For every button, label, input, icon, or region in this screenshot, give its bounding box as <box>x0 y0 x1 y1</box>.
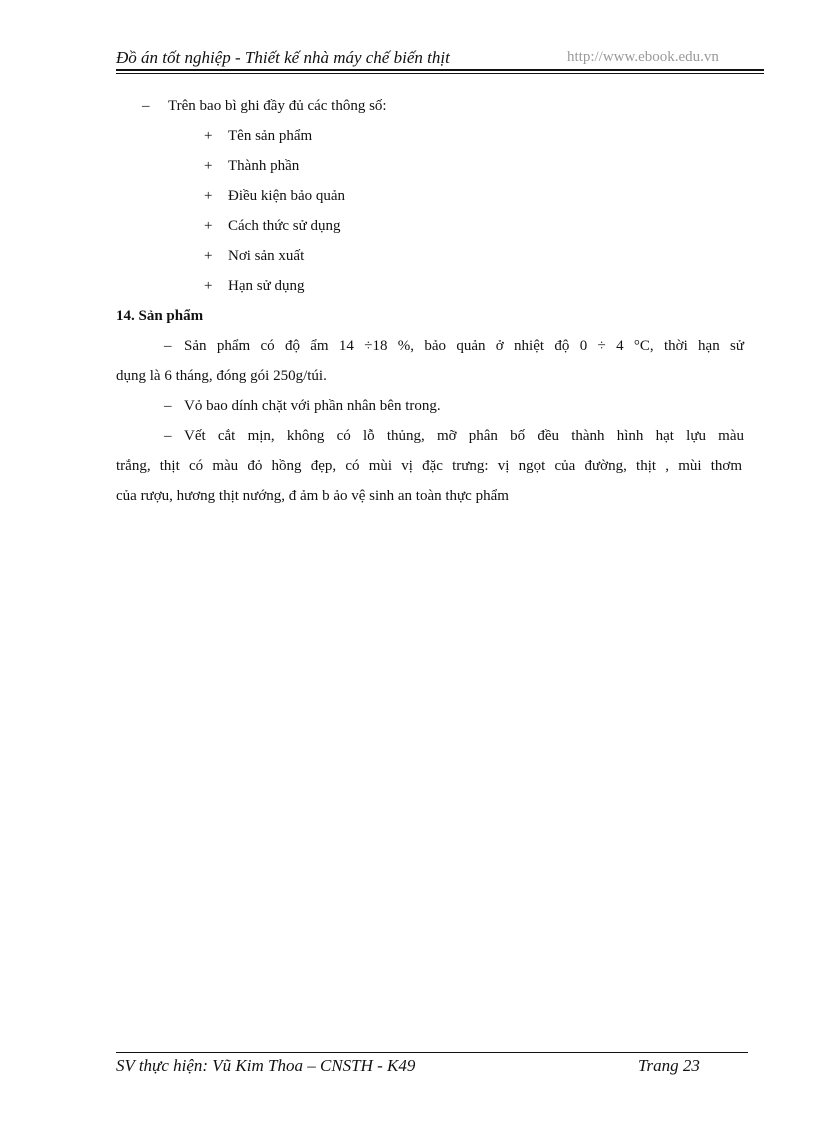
paragraph-3-text: Vết cắt mịn, không có lỗ thủng, mỡ phân bố đều thành hình hạt lựu màu <box>184 428 744 444</box>
list-item <box>204 156 299 176</box>
list-item <box>204 246 304 266</box>
list-item-text: Thành phần <box>228 158 300 174</box>
paragraph-1-text: Sản phẩm có độ ẩm 14 ÷18 %, bảo quản ở nhiệt độ 0 ÷ 4 °C, thời hạn sử <box>184 338 744 354</box>
plus-bullet: + <box>204 218 213 234</box>
paragraph-3-line-2: trắng, thịt có màu đỏ hồng đẹp, có mùi vị đặc trưng: vị ngọt của đường, thịt , mùi thơm <box>116 458 742 474</box>
list-item <box>204 126 312 146</box>
page-header <box>116 46 766 74</box>
paragraph-2-text: Vỏ bao dính chặt với phần nhân bên trong. <box>184 398 441 414</box>
list-item-text: Cách thức sử dụng <box>228 218 341 234</box>
paragraph-1-line-1 <box>164 336 744 356</box>
plus-bullet: + <box>204 188 213 204</box>
dash-bullet: – <box>164 398 172 414</box>
header-divider <box>116 69 764 71</box>
paragraph-2 <box>164 396 441 416</box>
dash-bullet: – <box>142 98 150 114</box>
plus-bullet: + <box>204 278 213 294</box>
plus-bullet: + <box>204 248 213 264</box>
header-url[interactable]: http://www.ebook.edu.vn <box>567 49 719 65</box>
header-divider-thin <box>116 73 764 74</box>
page-number: Trang 23 <box>638 1056 700 1075</box>
dash-bullet: – <box>164 338 172 354</box>
packaging-intro <box>142 96 387 116</box>
plus-bullet: + <box>204 158 213 174</box>
list-item-text: Tên sản phẩm <box>228 128 313 144</box>
list-item <box>204 186 345 206</box>
header-title: Đồ án tốt nghiệp - Thiết kế nhà máy chế biến thịt <box>116 48 450 67</box>
footer-divider <box>116 1052 748 1053</box>
paragraph-3-line-3: của rượu, hương thịt nướng, đ ảm b ảo vệ sinh an toàn thực phẩm <box>116 488 509 504</box>
paragraph-1-line-2: dụng là 6 tháng, đóng gói 250g/túi. <box>116 368 327 384</box>
dash-bullet: – <box>164 428 172 444</box>
packaging-intro-text: Trên bao bì ghi đầy đủ các thông số: <box>168 98 387 114</box>
list-item-text: Nơi sản xuất <box>228 248 305 264</box>
section-heading: 14. Sản phẩm <box>116 308 204 324</box>
plus-bullet: + <box>204 128 213 144</box>
list-item-text: Điều kiện bảo quản <box>228 188 346 204</box>
list-item <box>204 216 341 236</box>
footer-author: SV thực hiện: Vũ Kim Thoa – CNSTH - K49 <box>116 1056 416 1075</box>
list-item-text: Hạn sử dụng <box>228 278 305 294</box>
paragraph-3-line-1 <box>164 426 744 446</box>
list-item <box>204 276 304 296</box>
